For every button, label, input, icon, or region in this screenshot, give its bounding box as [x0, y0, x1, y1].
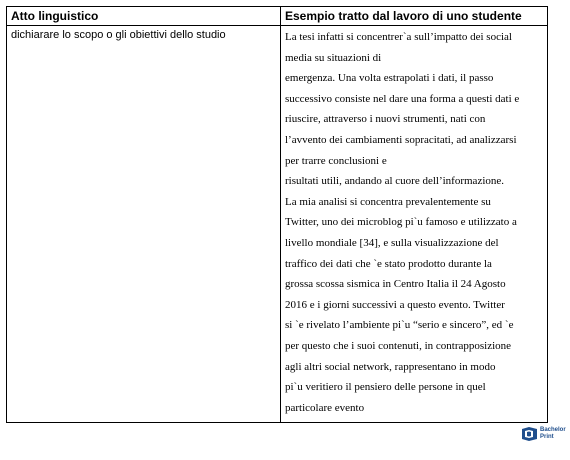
table-header-row — [7, 7, 548, 26]
logo-line-1: Bachelor — [540, 427, 566, 433]
example-text-line: grossa scossa sismica in Centro Italia il 24 Agosto — [285, 278, 506, 291]
example-text-line: La mia analisi si concentra prevalentemente su — [285, 195, 491, 208]
bachelorprint-logo-icon — [521, 426, 538, 442]
example-text-line: agli altri social network, rappresentano in modo — [285, 360, 496, 373]
example-text-line: emergenza. Una volta estrapolati i dati, il passo — [285, 72, 494, 85]
example-text-line: per trarre conclusioni e — [285, 154, 387, 167]
table-row — [7, 26, 548, 423]
header-speech-act: Atto linguistico — [7, 7, 281, 26]
bachelorprint-logo — [521, 426, 566, 442]
bachelorprint-logo-text — [540, 427, 566, 440]
example-text-line: l’avvento dei cambiamenti sopracitati, ad analizzarsi — [285, 133, 517, 146]
example-text-line: riuscire, attraverso i nuovi strumenti, nati con — [285, 113, 486, 126]
example-text-line: pi`u veritiero il pensiero delle persone in quel — [285, 381, 486, 394]
student-example-cell — [281, 26, 548, 423]
example-text-line: particolare evento — [285, 401, 365, 414]
example-text-line: successivo consiste nel dare una forma a questi dati e — [285, 92, 520, 105]
example-text-line: media su situazioni di — [285, 51, 382, 64]
content-table — [6, 6, 548, 423]
logo-line-2: Print — [540, 433, 554, 440]
example-text-line: livello mondiale [34], e sulla visualizzazione del — [285, 236, 499, 249]
example-text-line: Twitter, uno dei microblog pi`u famoso e utilizzato a — [285, 216, 517, 229]
header-student-example: Esempio tratto dal lavoro di uno studente — [281, 7, 548, 26]
example-text-line: si `e rivelato l’ambiente pi`u “serio e sincero”, ed `e — [285, 319, 514, 332]
example-text-line: 2016 e i giorni successivi a questo evento. Twitter — [285, 298, 505, 311]
example-text-line: La tesi infatti si concentrer`a sull’impatto dei social — [285, 31, 512, 43]
example-text-line: traffico dei dati che `e stato prodotto durante la — [285, 257, 492, 270]
speech-act-cell: dichiarare lo scopo o gli obiettivi dello studio — [7, 26, 281, 423]
example-text-line: risultati utili, andando al cuore dell’informazione. — [285, 175, 505, 188]
example-text-line: per questo che i suoi contenuti, in contrapposizione — [285, 339, 512, 352]
